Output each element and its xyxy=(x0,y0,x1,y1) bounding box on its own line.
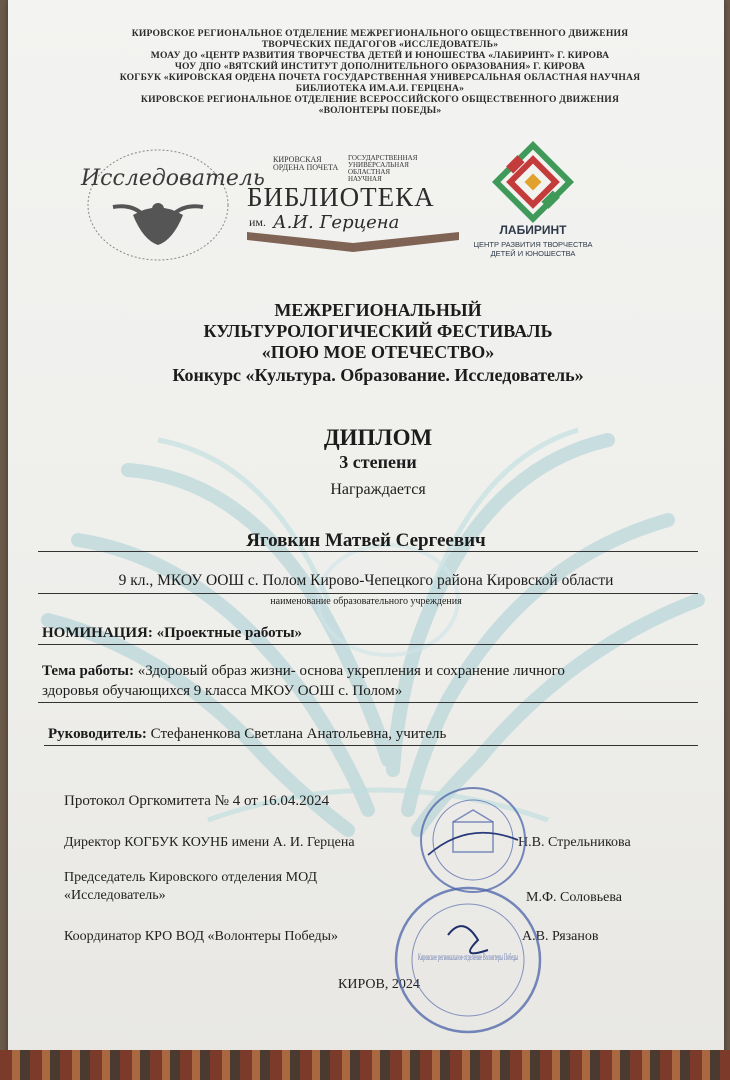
logos-row xyxy=(48,140,698,270)
nomination-row xyxy=(42,625,302,642)
topic-row xyxy=(42,663,692,680)
library-small-text: ГОСУДАРСТВЕННАЯ xyxy=(348,154,418,162)
signer3-role: Координатор КРО ВОД «Волонтеры Победы» xyxy=(64,929,339,944)
signer2-name: М.Ф. Соловьева xyxy=(526,890,622,905)
school-text: 9 кл., МКОУ ООШ с. Полом Кирово-Чепецкого района Кировской области xyxy=(118,572,614,589)
volunteers-stamp xyxy=(368,880,578,1040)
library-logo xyxy=(243,148,463,258)
library-name: БИБЛИОТЕКА xyxy=(247,182,435,212)
signer3-name: А.В. Рязанов xyxy=(522,929,599,944)
diploma-degree: 3 степени xyxy=(339,452,417,472)
background-rug xyxy=(0,1050,730,1080)
topic-line2: здоровья обучающихся 9 класса МКОУ ООШ с. Полом» xyxy=(42,683,403,699)
awarded-label: Награждается xyxy=(330,481,426,498)
labirint-logo xyxy=(458,142,608,267)
topic-underline xyxy=(38,702,698,703)
signer1-role: Директор КОГБУК КОУНБ имени А. И. Герцена xyxy=(64,835,355,850)
contest-name: Конкурс «Культура. Образование. Исследователь» xyxy=(172,365,584,385)
labirint-sub: ДЕТЕЙ И ЮНОШЕСТВА xyxy=(490,249,576,258)
supervisor-value: Стефаненкова Светлана Анатольевна, учитель xyxy=(150,726,447,742)
signer2-role-line1: Председатель Кировского отделения МОД xyxy=(64,870,318,885)
library-small-text: НАУЧНАЯ xyxy=(348,175,382,183)
festival-title xyxy=(68,300,688,386)
awardee-name: Яговкин Матвей Сергеевич xyxy=(246,530,486,551)
nomination-label: НОМИНАЦИЯ: xyxy=(42,625,153,641)
city-year: КИРОВ, 2024 xyxy=(338,977,420,992)
labirint-sub: ЦЕНТР РАЗВИТИЯ ТВОРЧЕСТВА xyxy=(473,240,593,249)
labirint-name: ЛАБИРИНТ xyxy=(499,223,567,237)
library-small-text: ОБЛАСТНАЯ xyxy=(348,168,391,176)
diploma-sheet xyxy=(8,0,724,1060)
library-small-text: КИРОВСКАЯ xyxy=(273,155,322,164)
org-line: КОГБУК «КИРОВСКАЯ ОРДЕНА ПОЧЕТА ГОСУДАРСТВЕННАЯ УНИВЕРСАЛЬНАЯ ОБЛАСТНАЯ НАУЧНАЯ xyxy=(119,72,641,83)
signer2-role-line2: «Исследователь» xyxy=(64,888,166,903)
library-small-text: УНИВЕРСАЛЬНАЯ xyxy=(348,161,409,169)
topic-line1: «Здоровый образ жизни- основа укрепления и сохранение личного xyxy=(137,663,565,679)
org-line: КИРОВСКОЕ РЕГИОНАЛЬНОЕ ОТДЕЛЕНИЕ ВСЕРОССИЙСКОГО ОБЩЕСТВЕННОГО ДВИЖЕНИЯ xyxy=(140,94,620,105)
org-line: КИРОВСКОЕ РЕГИОНАЛЬНОЕ ОТДЕЛЕНИЕ МЕЖРЕГИОНАЛЬНОГО ОБЩЕСТВЕННОГО ДВИЖЕНИЯ xyxy=(131,28,629,39)
library-small-text: ОРДЕНА ПОЧЕТА xyxy=(273,163,339,172)
supervisor-underline xyxy=(44,745,698,746)
name-underline xyxy=(38,551,698,552)
org-line: БИБЛИОТЕКА ИМ.А.И. ГЕРЦЕНА» xyxy=(295,83,465,94)
org-line: ЧОУ ДПО «ВЯТСКИЙ ИНСТИТУТ ДОПОЛНИТЕЛЬНОГО ОБРАЗОВАНИЯ» Г. КИРОВА xyxy=(174,61,586,72)
protocol-text: Протокол Оргкомитета № 4 от 16.04.2024 xyxy=(64,793,330,809)
library-person: А.И. Герцена xyxy=(273,212,400,233)
school-caption: наименование образовательного учреждения xyxy=(270,596,462,607)
org-line: МОАУ ДО «ЦЕНТР РАЗВИТИЯ ТВОРЧЕСТВА ДЕТЕЙ И ЮНОШЕСТВА «ЛАБИРИНТ» Г. КИРОВА xyxy=(150,50,610,61)
festival-line: КУЛЬТУРОЛОГИЧЕСКИЙ ФЕСТИВАЛЬ xyxy=(203,321,553,341)
supervisor-row xyxy=(48,726,446,743)
topic-label: Тема работы: xyxy=(42,663,134,679)
diploma-heading xyxy=(68,425,688,501)
nomination-value: «Проектные работы» xyxy=(156,625,303,641)
diploma-title: ДИПЛОМ xyxy=(323,425,433,450)
festival-line: МЕЖРЕГИОНАЛЬНЫЙ xyxy=(274,300,482,320)
organizers-header xyxy=(60,28,700,116)
nomination-underline xyxy=(38,644,698,645)
researcher-logo-name: Исследователь xyxy=(81,166,265,191)
org-line: ТВОРЧЕСКИХ ПЕДАГОГОВ «ИССЛЕДОВАТЕЛЬ» xyxy=(261,39,499,50)
org-line: «ВОЛОНТЕРЫ ПОБЕДЫ» xyxy=(318,105,442,116)
festival-line: «ПОЮ МОЕ ОТЕЧЕСТВО» xyxy=(261,342,495,362)
stamp-text: Кировское региональное отделение Волонтеры Победы xyxy=(418,952,518,962)
supervisor-label: Руководитель: xyxy=(48,726,147,742)
library-im: им. xyxy=(249,215,267,229)
signer1-name: Н.В. Стрельникова xyxy=(518,835,631,850)
school-underline xyxy=(38,593,698,594)
